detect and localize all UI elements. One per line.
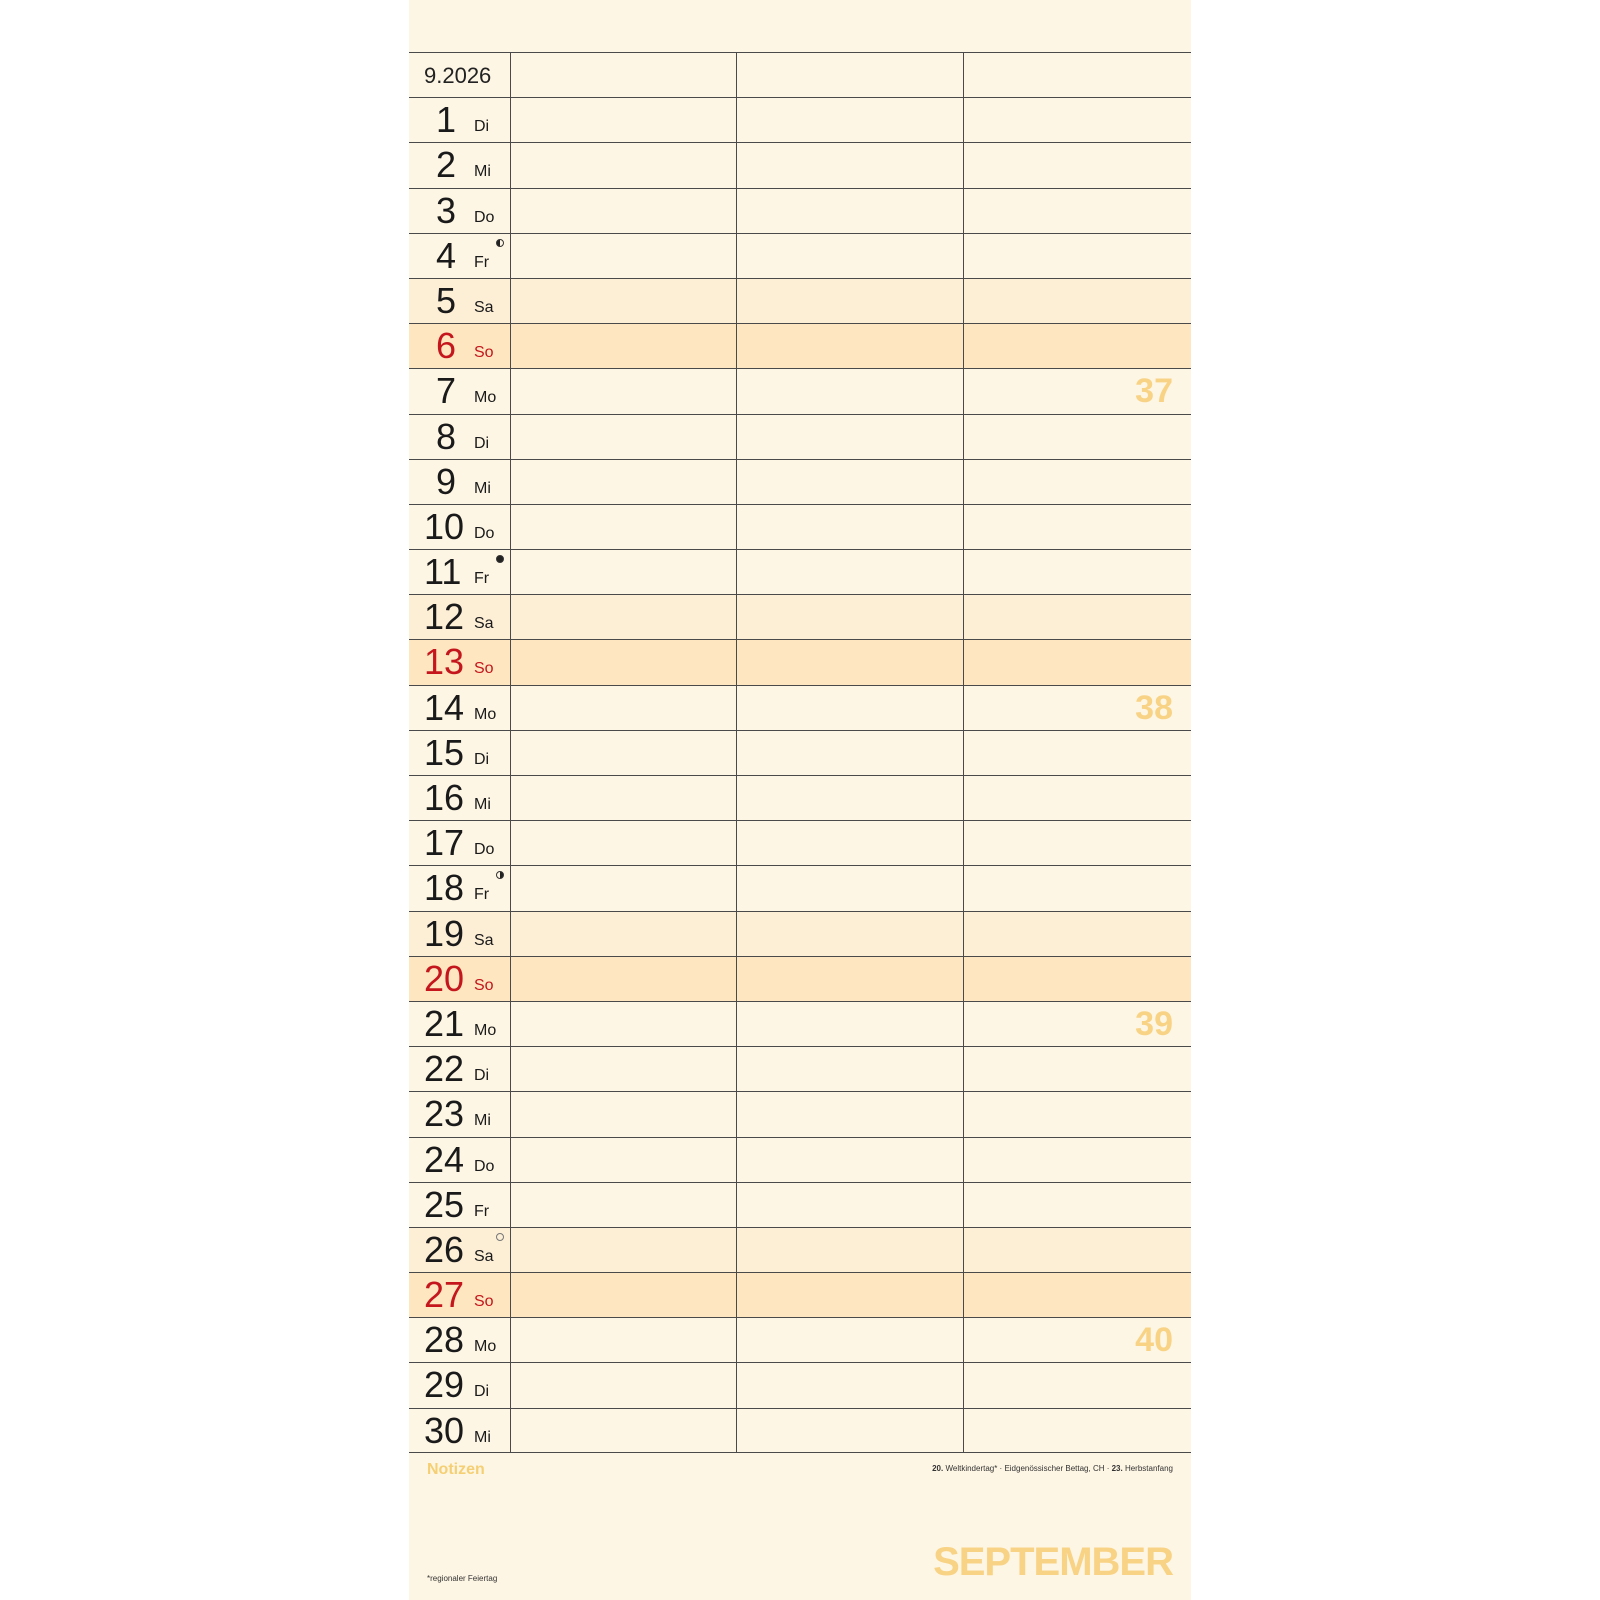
weekday-label: Mo bbox=[474, 1021, 497, 1039]
weekday-label: Do bbox=[474, 1157, 495, 1175]
calendar-page bbox=[409, 0, 1191, 1600]
day-row[interactable] bbox=[409, 368, 1191, 413]
day-row[interactable] bbox=[409, 188, 1191, 233]
holiday-list bbox=[932, 1464, 1173, 1473]
day-row[interactable] bbox=[409, 1091, 1191, 1136]
day-row[interactable] bbox=[409, 639, 1191, 684]
day-row[interactable] bbox=[409, 1046, 1191, 1091]
holiday-text: Weltkindertag* · Eidgenössischer Bettag, CH · bbox=[943, 1464, 1112, 1473]
week-number: 37 bbox=[1135, 372, 1173, 411]
day-row[interactable] bbox=[409, 1227, 1191, 1272]
weekday-label: Di bbox=[474, 1067, 490, 1085]
month-label: 9.2026 bbox=[424, 63, 492, 88]
day-row[interactable] bbox=[409, 1001, 1191, 1046]
holiday-day: 20. bbox=[932, 1464, 944, 1473]
day-number: 28 bbox=[424, 1319, 465, 1361]
weekday-label: Fr bbox=[474, 570, 490, 588]
header-row bbox=[409, 52, 1191, 97]
day-number: 6 bbox=[435, 325, 457, 367]
week-number: 38 bbox=[1135, 688, 1173, 727]
moon-phase-new-icon bbox=[496, 555, 504, 563]
weekday-label: Fr bbox=[474, 253, 490, 271]
moon-phase-first-icon bbox=[496, 871, 504, 879]
day-number: 19 bbox=[424, 912, 465, 954]
day-number: 15 bbox=[424, 731, 465, 773]
week-number: 39 bbox=[1135, 1004, 1173, 1043]
weekday-label: Mi bbox=[474, 1428, 491, 1446]
day-row[interactable] bbox=[409, 323, 1191, 368]
weekday-label: Di bbox=[474, 750, 490, 768]
weekday-label: Mi bbox=[474, 1112, 491, 1130]
weekday-label: Do bbox=[474, 524, 495, 542]
day-row[interactable] bbox=[409, 142, 1191, 187]
weekday-label: Sa bbox=[474, 931, 494, 949]
day-number: 16 bbox=[424, 777, 465, 818]
weekday-label: So bbox=[474, 976, 494, 994]
day-number: 1 bbox=[435, 99, 457, 141]
notes-label: Notizen bbox=[427, 1461, 485, 1478]
day-number: 10 bbox=[424, 505, 465, 547]
day-row[interactable] bbox=[409, 1362, 1191, 1407]
moon-phase-full-icon bbox=[496, 1233, 504, 1241]
column-divider bbox=[510, 52, 511, 1453]
day-number: 7 bbox=[435, 370, 457, 412]
day-row[interactable] bbox=[409, 549, 1191, 594]
column-divider bbox=[963, 52, 964, 1453]
day-number: 5 bbox=[435, 279, 457, 321]
day-number: 4 bbox=[435, 234, 457, 276]
day-row[interactable] bbox=[409, 233, 1191, 278]
day-row[interactable] bbox=[409, 956, 1191, 1001]
day-number: 23 bbox=[424, 1093, 465, 1135]
weekday-label: Di bbox=[474, 118, 490, 136]
weekday-label: Sa bbox=[474, 1247, 494, 1265]
day-row[interactable] bbox=[409, 911, 1191, 956]
day-number: 2 bbox=[435, 144, 457, 186]
day-row[interactable] bbox=[409, 730, 1191, 775]
day-row[interactable] bbox=[409, 504, 1191, 549]
weekday-label: Fr bbox=[474, 886, 490, 904]
day-row[interactable] bbox=[409, 685, 1191, 730]
weekday-label: Sa bbox=[474, 298, 494, 316]
weekday-label: So bbox=[474, 1293, 494, 1311]
day-number: 21 bbox=[424, 1002, 465, 1044]
day-number: 9 bbox=[435, 460, 457, 502]
day-number: 12 bbox=[424, 596, 465, 638]
weekday-label: Mi bbox=[474, 796, 491, 813]
day-number: 27 bbox=[424, 1274, 465, 1316]
day-row[interactable] bbox=[409, 820, 1191, 865]
weekday-label: Di bbox=[474, 1383, 490, 1401]
day-number: 29 bbox=[424, 1364, 465, 1406]
day-number: 24 bbox=[424, 1138, 465, 1180]
weekday-label: Di bbox=[474, 434, 490, 452]
day-row[interactable] bbox=[409, 1182, 1191, 1227]
day-number: 14 bbox=[424, 686, 465, 728]
day-number: 30 bbox=[424, 1409, 465, 1451]
footnote: *regionaler Feiertag bbox=[427, 1574, 498, 1583]
day-number: 18 bbox=[424, 867, 465, 909]
day-number: 17 bbox=[424, 822, 465, 864]
weekday-label: Sa bbox=[474, 615, 494, 633]
weekday-label: So bbox=[474, 344, 494, 362]
day-row[interactable] bbox=[409, 1272, 1191, 1317]
calendar-grid bbox=[409, 52, 1191, 1453]
day-row[interactable] bbox=[409, 414, 1191, 459]
month-name: SEPTEMBER bbox=[933, 1540, 1173, 1584]
day-row[interactable] bbox=[409, 865, 1191, 910]
day-row[interactable] bbox=[409, 1137, 1191, 1182]
weekday-label: Mo bbox=[474, 389, 497, 407]
day-number: 20 bbox=[424, 957, 465, 999]
day-number: 26 bbox=[424, 1228, 465, 1270]
weekday-label: Mi bbox=[474, 163, 491, 181]
day-row[interactable] bbox=[409, 459, 1191, 504]
weekday-label: Mo bbox=[474, 1338, 497, 1356]
weekday-label: So bbox=[474, 660, 494, 678]
day-row[interactable] bbox=[409, 1317, 1191, 1362]
moon-phase-last-icon bbox=[496, 239, 504, 247]
day-number: 13 bbox=[424, 641, 465, 683]
holiday-text: Herbstanfang bbox=[1122, 1464, 1173, 1473]
day-number: 3 bbox=[435, 189, 457, 231]
weekday-label: Mo bbox=[474, 705, 497, 723]
weekday-label: Do bbox=[474, 841, 495, 859]
week-number: 40 bbox=[1135, 1321, 1173, 1360]
day-row[interactable] bbox=[409, 97, 1191, 142]
column-divider bbox=[736, 52, 737, 1453]
weekday-label: Mi bbox=[474, 479, 491, 497]
day-number: 25 bbox=[424, 1183, 465, 1225]
day-row[interactable] bbox=[409, 1408, 1191, 1453]
day-number: 11 bbox=[424, 551, 462, 593]
day-row[interactable] bbox=[409, 775, 1191, 820]
weekday-label: Fr bbox=[474, 1202, 490, 1220]
holiday-day: 23. bbox=[1111, 1464, 1123, 1473]
day-row[interactable] bbox=[409, 594, 1191, 639]
day-number: 8 bbox=[435, 415, 457, 457]
day-number: 22 bbox=[424, 1048, 465, 1090]
weekday-label: Do bbox=[474, 208, 495, 226]
day-row[interactable] bbox=[409, 278, 1191, 323]
